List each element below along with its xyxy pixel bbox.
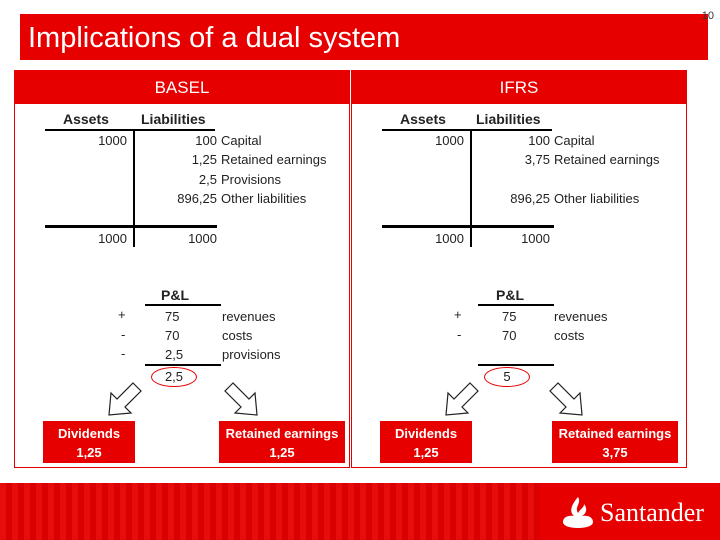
pl-result-oval: 2,5 [151, 367, 197, 387]
panel-heading: IFRS [352, 71, 686, 104]
liabilities-header: Liabilities [141, 111, 206, 127]
ifrs-panel [351, 70, 687, 468]
flame-logo-icon [562, 495, 594, 529]
totals-line [45, 225, 217, 228]
pl-label: revenues [222, 309, 276, 324]
dividends-value: 1,25 [76, 445, 102, 460]
pl-bottom-line [145, 364, 221, 366]
asset-value: 1000 [435, 133, 464, 148]
pl-sign: + [454, 307, 462, 322]
retained-earnings-value: 3,75 [602, 445, 628, 460]
liability-label: Provisions [221, 172, 281, 187]
arrow-down-left-icon [105, 379, 145, 419]
retained-earnings-label: Retained earnings [558, 426, 672, 441]
dividends-value: 1,25 [413, 445, 439, 460]
liability-value: 2,5 [198, 172, 217, 187]
liability-value: 100 [528, 133, 550, 148]
page-number: 10 [701, 10, 714, 22]
panel-heading: BASEL [15, 71, 349, 104]
slide-title: Implications of a dual system [28, 22, 401, 54]
total-liabilities: 1000 [188, 231, 217, 246]
liability-value: 896,25 [510, 191, 550, 206]
liability-value: 1,25 [191, 152, 217, 167]
retained-earnings-value: 1,25 [269, 445, 295, 460]
liability-label: Capital [221, 133, 262, 148]
retained-earnings-box [219, 421, 345, 463]
total-assets: 1000 [98, 231, 127, 246]
dividends-label: Dividends [57, 426, 121, 441]
asset-value: 1000 [98, 133, 127, 148]
retained-earnings-box [552, 421, 678, 463]
liability-label: Retained earnings [554, 152, 660, 167]
arrow-down-right-icon [221, 379, 261, 419]
totals-line [382, 225, 554, 228]
pl-header: P&L [496, 287, 524, 303]
arrow-down-left-icon [442, 379, 482, 419]
liability-value: 3,75 [524, 152, 550, 167]
pl-value: 2,5 [165, 347, 184, 362]
total-assets: 1000 [435, 231, 464, 246]
liability-label: Other liabilities [221, 191, 307, 206]
pl-sign: - [121, 327, 126, 342]
title-bar [20, 14, 708, 60]
liability-label: Other liabilities [554, 191, 640, 206]
pl-label: costs [554, 328, 585, 343]
liabilities-header: Liabilities [476, 111, 541, 127]
pl-sign: - [457, 327, 462, 342]
pl-value: 70 [165, 328, 180, 343]
footer-bar [0, 483, 720, 540]
pl-header: P&L [161, 287, 189, 303]
basel-panel [14, 70, 350, 468]
pl-label: costs [222, 328, 253, 343]
footer-pattern [0, 483, 540, 540]
pl-sign: - [121, 346, 126, 361]
retained-earnings-label: Retained earnings [225, 426, 339, 441]
pl-sign: + [118, 307, 126, 322]
total-liabilities: 1000 [521, 231, 550, 246]
t-account-divider [470, 129, 472, 247]
pl-label: provisions [222, 347, 281, 362]
dividends-box [380, 421, 472, 463]
pl-value: 70 [502, 328, 517, 343]
t-account-top-line [45, 129, 215, 131]
liability-label: Capital [554, 133, 595, 148]
pl-top-line [478, 304, 554, 306]
liability-value: 896,25 [177, 191, 217, 206]
pl-top-line [145, 304, 221, 306]
arrow-down-right-icon [546, 379, 586, 419]
pl-label: revenues [554, 309, 608, 324]
dividends-box [43, 421, 135, 463]
liability-label: Retained earnings [221, 152, 327, 167]
liability-value: 100 [195, 133, 217, 148]
brand-name: Santander [600, 498, 704, 527]
pl-value: 75 [165, 309, 180, 324]
assets-header: Assets [400, 111, 446, 127]
t-account-divider [133, 129, 135, 247]
assets-header: Assets [63, 111, 109, 127]
dividends-label: Dividends [394, 426, 458, 441]
t-account-top-line [382, 129, 552, 131]
pl-value: 75 [502, 309, 517, 324]
pl-bottom-line [478, 364, 554, 366]
santander-logo [556, 493, 706, 531]
pl-result-oval: 5 [484, 367, 530, 387]
